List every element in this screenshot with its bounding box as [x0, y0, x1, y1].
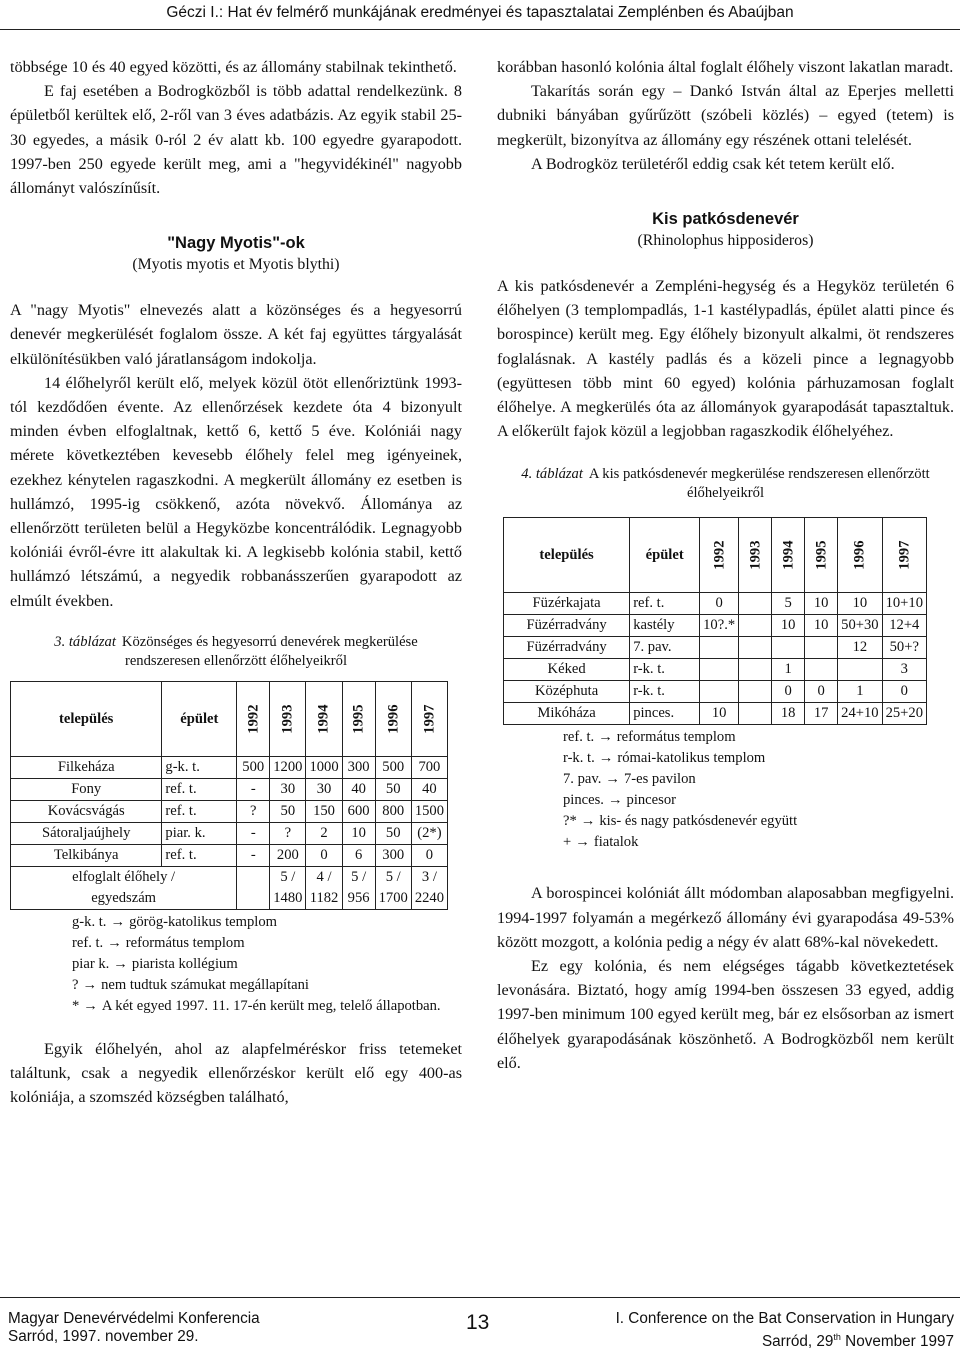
table-caption-text: A kis patkósdenevér megkerülése rendszeresen ellenőrzött élőhelyeikről — [588, 466, 930, 502]
year-label: 1992 — [711, 540, 728, 571]
table-cell: Filkeháza — [11, 756, 162, 778]
paragraph: Egyik élőhelyén, ahol az alapfelméréskor friss tetemeket találtunk, csak a negyedik ellenőrzéskor került elő egy 400-as kolóniája, a szomszéd községben található, — [10, 1039, 462, 1107]
table-cell: 10 — [700, 703, 739, 725]
legend-item — [563, 811, 954, 832]
table-header-cell — [270, 681, 306, 756]
table-header-cell — [882, 518, 926, 593]
legend-item — [563, 748, 954, 769]
table-cell: 500 — [375, 756, 411, 778]
table-cell: 500 — [237, 756, 270, 778]
table-cell: 10 — [838, 593, 882, 615]
right-arrow-icon: → — [82, 976, 98, 993]
legend-item — [72, 996, 452, 1017]
table-cell — [700, 637, 739, 659]
legend-abbr: * — [72, 997, 80, 1014]
legend-abbr: r-k. t. — [563, 750, 595, 767]
paragraph: 14 élőhelyről került elő, melyek közül ötöt ellenőriztünk 1993-tól kezdődően évente. Az ellenőrzések kezdete óta 4 bizonyult minden évben elfoglaltnak, kettő 6, kettő 5 éve. Kolóniái nagy mérete következtében kevesebb élőhely felel meg igényeinek, ezekhez kénytelen ragaszkodni. A megkerült állomány ez esetben is hullámzó, 1995-ig csökkenő, azóta növekvő. Állománya az ellenőrzött területen belül a Hegyközbe koncentrálódik. Legnagyobb kolóniái évről-évre itt alakultak ki. A legkisebb kolónia stabil, kettő hullámzó létszámú, a negyedik robbanásszerűen gyarapodott az elmúlt években. — [10, 373, 462, 610]
paragraph: Ez egy kolónia, és nem elégséges tágabb következtetések levonására. Biztató, hogy amíg 1994-ben összesen 33 egyed, addig 1997-ben minimum 100 egyed került meg, bár ez elsősorban az ismert élőhelyek gyarapodásának köszönhető. A Bodrogközből nem került elő. — [497, 957, 954, 1072]
table-cell: 17 — [805, 703, 838, 725]
table-row — [11, 778, 448, 800]
year-label: 1993 — [279, 704, 296, 734]
table-header-cell — [306, 681, 342, 756]
summary-value: 5 / — [280, 868, 296, 885]
legend-abbr: 7. pav. — [563, 771, 602, 788]
table-cell: 3 — [882, 659, 926, 681]
right-arrow-icon: → — [598, 729, 613, 746]
table-caption-text: Közönséges és hegyesorrú denevérek megkerülése rendszeresen ellenőrzött élőhelyeikről — [121, 633, 418, 669]
table-cell: 300 — [375, 844, 411, 866]
table-header-cell — [739, 518, 772, 593]
table-cell: 50+? — [882, 637, 926, 659]
legend-meaning: A két egyed 1997. 11. 17-én került meg, telelő állapotban. — [101, 997, 441, 1014]
legend-abbr: pinces. — [563, 792, 604, 809]
table-cell: 24+10 — [838, 703, 882, 725]
table-header-cell: település — [504, 518, 630, 593]
right-arrow-icon: → — [575, 834, 590, 851]
table-cell — [805, 659, 838, 681]
legend-item — [563, 727, 954, 748]
legend-item — [72, 912, 452, 933]
footer-date-suffix: th — [833, 1332, 841, 1342]
paragraph: Takarítás során egy – Dankó István által az Eperjes melletti dubniki bányában gyűrűzött (szóbeli közlés) – egyed (tetem) is megkerült, bizonyítva az állomány egy részének ottani telelését. — [497, 82, 954, 149]
table-header-cell — [838, 518, 882, 593]
table-cell: ? — [270, 822, 306, 844]
table-cell: ref. t. — [162, 778, 237, 800]
table-cell: 40 — [342, 778, 375, 800]
year-label: 1997 — [896, 540, 913, 571]
summary-value: 4 / — [316, 868, 332, 885]
paragraph: A borospincei kolóniát állt módomban alaposabban megfigyelni. 1994-1997 folyamán a megérkező állomány évi gyarapodása 49-53% között mozgott, a kolónia pedig a négy év alatt 68%-kal növekedett. — [497, 884, 954, 951]
table-header-row — [11, 681, 448, 756]
table-caption — [10, 633, 462, 671]
table-cell — [306, 866, 342, 909]
summary-label: elfoglalt élőhely / — [72, 868, 176, 885]
table-cell — [739, 681, 772, 703]
table-cell — [739, 703, 772, 725]
legend-meaning: piarista kollégium — [131, 955, 238, 972]
table-cell: 12+4 — [882, 615, 926, 637]
table-3 — [10, 681, 448, 910]
right-arrow-icon: → — [107, 934, 122, 951]
summary-value: 5 / — [351, 868, 367, 885]
table-cell: 1 — [772, 659, 805, 681]
table-row — [504, 637, 927, 659]
paragraph: A "nagy Myotis" elnevezés alatt a közönséges és a hegyesorrú denevér megkerülését foglalom össze. A két faj együttes tárgyalását elkülönítésükben való járatlanságom indokolja. — [10, 301, 462, 368]
table-legend — [563, 727, 954, 853]
section-title: "Nagy Myotis"-ok — [167, 234, 305, 253]
legend-meaning: nem tudtuk számukat megállapítani — [101, 976, 309, 993]
table-row — [11, 800, 448, 822]
footer-left — [8, 1310, 260, 1346]
table-cell: 600 — [342, 800, 375, 822]
year-label: 1993 — [747, 540, 764, 571]
year-label: 1994 — [780, 540, 797, 571]
table-cell: 50+30 — [838, 615, 882, 637]
table-row — [11, 822, 448, 844]
right-arrow-icon: → — [580, 813, 596, 830]
legend-abbr: + — [563, 834, 572, 851]
right-arrow-icon: → — [598, 750, 614, 767]
table-cell: Kovácsvágás — [11, 800, 162, 822]
legend-meaning: római-katolikus templom — [617, 750, 766, 767]
legend-item — [72, 954, 452, 975]
paragraph: A Bodrogköz területéről eddig csak két tetem került elő. — [531, 154, 895, 173]
year-label: 1996 — [385, 704, 402, 734]
table-cell: 0 — [700, 593, 739, 615]
table-cell: - — [237, 844, 270, 866]
table-cell: Fony — [11, 778, 162, 800]
table-header-cell — [411, 681, 447, 756]
table-cell: 0 — [772, 681, 805, 703]
table-cell: 30 — [306, 778, 342, 800]
table-cell: 40 — [411, 778, 447, 800]
page-number: 13 — [466, 1311, 490, 1334]
table-cell — [342, 866, 375, 909]
table-cell: kastély — [630, 615, 700, 637]
table-cell — [739, 659, 772, 681]
table-cell: 0 — [882, 681, 926, 703]
table-cell: Sátoraljaújhely — [11, 822, 162, 844]
table-cell: ref. t. — [162, 800, 237, 822]
table-cell: Füzérradvány — [504, 637, 630, 659]
table-cell: 50 — [270, 800, 306, 822]
table-cell: r-k. t. — [630, 659, 700, 681]
table-cell: 10+10 — [882, 593, 926, 615]
footer-right-line — [616, 1328, 954, 1351]
table-cell — [772, 637, 805, 659]
table-cell: 800 — [375, 800, 411, 822]
table-cell: 50 — [375, 822, 411, 844]
legend-item — [72, 933, 452, 954]
table-row — [504, 615, 927, 637]
table-cell: 300 — [342, 756, 375, 778]
table-body — [11, 756, 448, 909]
table-cell: - — [237, 822, 270, 844]
legend-meaning: fiatalok — [593, 834, 639, 851]
table-cell: Telkibánya — [11, 844, 162, 866]
table-legend — [72, 912, 452, 1017]
table-cell: 1000 — [306, 756, 342, 778]
paragraph: E faj esetében a Bodrogközből is több adattal rendelkezünk. 8 épületből kerültek elő, 2-ről van 3 éves adatbázis. Az egyik stabil 25-30 egyedes, a másik 0-ról 2 év alatt kb. 100 egyedre gyarapodott. 1997-ben 250 egyede került meg, ami a "hegyvidékinél" nagyobb állományt valószínűsít. — [10, 82, 462, 198]
table-header-cell — [375, 681, 411, 756]
table-cell: 2 — [306, 822, 342, 844]
legend-meaning: református templom — [616, 729, 736, 746]
table-body — [504, 593, 927, 725]
table-cell: 50 — [375, 778, 411, 800]
year-label: 1995 — [813, 540, 830, 571]
table-header-cell: épület — [162, 681, 237, 756]
table-cell: 6 — [342, 844, 375, 866]
table-cell: 10 — [805, 615, 838, 637]
table-cell — [375, 866, 411, 909]
table-cell: 7. pav. — [630, 637, 700, 659]
right-arrow-icon: → — [607, 792, 623, 809]
legend-abbr: ?* — [563, 813, 577, 830]
summary-value: 956 — [347, 889, 370, 906]
table-cell: 10?.* — [700, 615, 739, 637]
table-cell: 150 — [306, 800, 342, 822]
table-cell: 12 — [838, 637, 882, 659]
table-row — [11, 844, 448, 866]
running-title: Géczi I.: Hat év felmérő munkájának eredményei és tapasztalatai Zemplénben és Abaújban — [166, 4, 794, 21]
footer-divider — [0, 1297, 960, 1298]
table-cell: Középhuta — [504, 681, 630, 703]
footer-right-line: I. Conference on the Bat Conservation in Hungary — [615, 1310, 954, 1327]
table-cell — [739, 593, 772, 615]
table-header-cell — [805, 518, 838, 593]
table-cell: 18 — [772, 703, 805, 725]
table-cell — [739, 615, 772, 637]
table-cell: 700 — [411, 756, 447, 778]
summary-value: 1182 — [309, 889, 339, 906]
table-cell: - — [237, 778, 270, 800]
footer-date-day: Sarród, 29 — [761, 1333, 834, 1351]
year-label: 1996 — [851, 540, 868, 571]
legend-abbr: piar k. — [72, 955, 110, 972]
table-cell: (2*) — [411, 822, 447, 844]
legend-abbr: g-k. t. — [72, 913, 107, 930]
footer-date-rest: November 1997 — [840, 1333, 954, 1351]
table-cell: ref. t. — [630, 593, 700, 615]
legend-abbr: ref. t. — [563, 729, 595, 746]
legend-meaning: 7-es pavilon — [623, 771, 696, 788]
table-cell — [237, 866, 270, 909]
legend-item — [72, 975, 452, 996]
table-row — [504, 703, 927, 725]
table-cell: 10 — [805, 593, 838, 615]
year-label: 1994 — [315, 704, 332, 734]
year-label: 1997 — [421, 704, 438, 734]
table-caption — [497, 465, 954, 503]
table-cell — [270, 866, 306, 909]
table-header-cell: épület — [630, 518, 700, 593]
table-cell: g-k. t. — [162, 756, 237, 778]
table-cell: 0 — [411, 844, 447, 866]
table-cell: 0 — [805, 681, 838, 703]
table-cell: 25+20 — [882, 703, 926, 725]
right-arrow-icon: → — [113, 955, 128, 972]
header-divider — [0, 29, 960, 30]
table-row — [504, 593, 927, 615]
footer-left-line: Sarród, 1997. november 29. — [8, 1328, 199, 1345]
legend-meaning: kis- és nagy patkósdenevér együtt — [599, 813, 798, 830]
right-arrow-icon: → — [605, 771, 620, 788]
table-cell: piar. k. — [162, 822, 237, 844]
legend-item — [563, 769, 954, 790]
left-column — [10, 55, 462, 1109]
table-header-cell — [237, 681, 270, 756]
legend-meaning: pincesor — [626, 792, 676, 809]
legend-item — [563, 832, 954, 853]
table-cell: 1 — [838, 681, 882, 703]
page-footer — [0, 1300, 960, 1351]
paragraph: korábban hasonló kolónia által foglalt élőhely viszont lakatlan maradt. — [497, 58, 954, 76]
table-cell — [411, 866, 447, 909]
section-subtitle: (Rhinolophus hipposideros) — [637, 232, 814, 250]
table-cell: r-k. t. — [630, 681, 700, 703]
table-cell: ? — [237, 800, 270, 822]
table-row — [504, 659, 927, 681]
table-cell — [739, 637, 772, 659]
table-row — [504, 681, 927, 703]
summary-value: 1700 — [378, 889, 408, 906]
table-cell: 1200 — [270, 756, 306, 778]
section-subtitle: (Myotis myotis et Myotis blythi) — [132, 256, 340, 274]
legend-abbr: ref. t. — [72, 934, 104, 951]
footer-left-line: Magyar Denevérvédelmi Konferencia — [8, 1310, 260, 1327]
table-cell — [700, 681, 739, 703]
summary-value: 5 / — [385, 868, 401, 885]
table-cell: 10 — [342, 822, 375, 844]
table-cell: ref. t. — [162, 844, 237, 866]
legend-abbr: ? — [72, 976, 79, 993]
table-cell: 200 — [270, 844, 306, 866]
table-cell: 5 — [772, 593, 805, 615]
table-header-cell — [772, 518, 805, 593]
table-cell: Mikóháza — [504, 703, 630, 725]
table-cell: Kéked — [504, 659, 630, 681]
running-header — [0, 0, 960, 30]
legend-meaning: református templom — [125, 934, 245, 951]
table-header-cell — [342, 681, 375, 756]
right-arrow-icon: → — [110, 913, 126, 930]
year-label: 1992 — [245, 704, 262, 734]
legend-item — [563, 790, 954, 811]
table-cell: 1500 — [411, 800, 447, 822]
right-arrow-icon: → — [83, 997, 98, 1014]
summary-value: 2240 — [414, 889, 444, 906]
footer-right — [616, 1310, 954, 1351]
table-cell: Füzérradvány — [504, 615, 630, 637]
table-header-row — [504, 518, 927, 593]
table-cell: 30 — [270, 778, 306, 800]
summary-value: 3 / — [421, 868, 437, 885]
table-cell — [11, 866, 237, 909]
table-cell — [700, 659, 739, 681]
table-header-cell — [700, 518, 739, 593]
table-caption-label: 3. táblázat — [54, 633, 116, 650]
table-cell: 0 — [306, 844, 342, 866]
summary-value: 1480 — [273, 889, 303, 906]
table-4 — [503, 517, 927, 725]
table-header-cell: település — [11, 681, 162, 756]
table-cell: 10 — [772, 615, 805, 637]
year-label: 1995 — [350, 704, 367, 734]
table-cell: Füzérkajata — [504, 593, 630, 615]
summary-label: egyedszám — [91, 889, 157, 906]
paragraph: A kis patkósdenevér a Zempléni-hegység és a Hegyköz területén 6 élőhelyen (3 templompadlás, 1-1 kastélypadlás, épület alatti pince és borospince) került meg. Egy élőhely bizonyult alkalmi, öt rendszeres foglalásnak. A kastély padlás és a közeli pince a legnagyobb (együttesen több mint 60 egyed) kolónia párhuzamosan foglalt élőhelye. A megkerülés óta az állományok gyarapodását tapasztaltuk. A előkerült fajok közül a legjobban ragaszkodik élőhelyéhez. — [497, 277, 954, 441]
right-column — [497, 55, 954, 1075]
table-cell: pinces. — [630, 703, 700, 725]
table-summary-row — [11, 866, 448, 909]
legend-meaning: görög-katolikus templom — [129, 913, 278, 930]
section-title: Kis patkósdenevér — [652, 210, 799, 229]
paragraph: többsége 10 és 40 egyed közötti, és az állomány stabilnak tekinthető. — [10, 58, 457, 76]
table-row — [11, 756, 448, 778]
table-cell — [838, 659, 882, 681]
table-cell — [805, 637, 838, 659]
table-caption-label: 4. táblázat — [521, 466, 583, 483]
